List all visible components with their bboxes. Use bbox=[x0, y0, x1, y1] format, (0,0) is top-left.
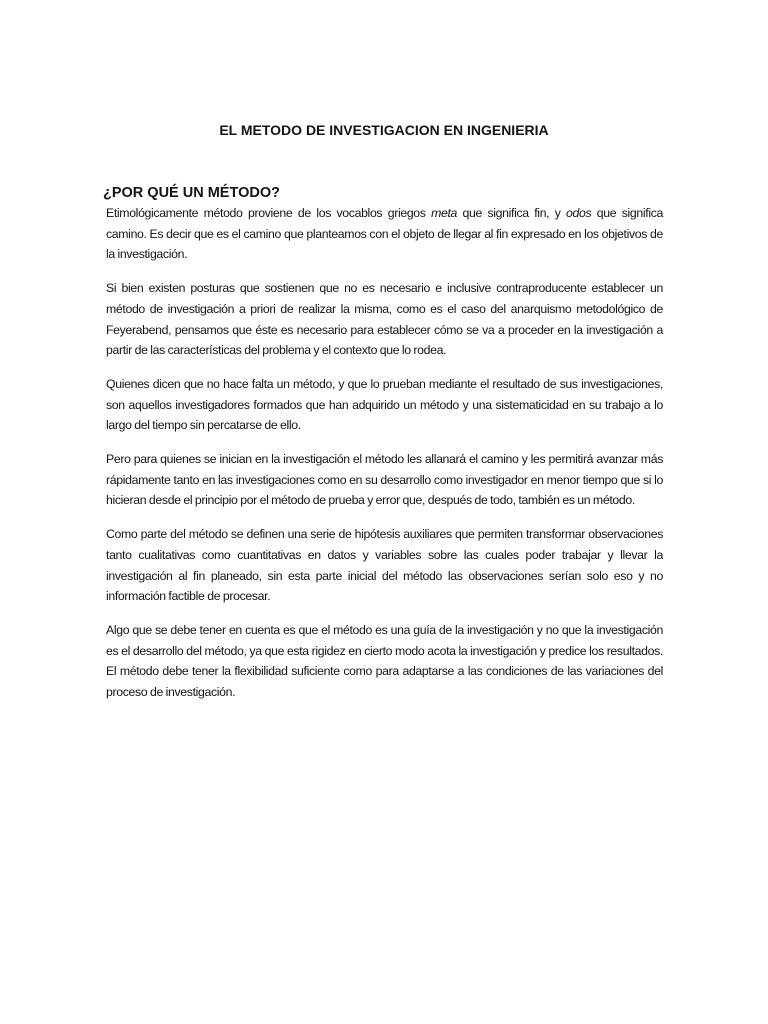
paragraph-researchers: Quienes dicen que no hace falta un método, y que lo prueban mediante el resultado de sus investigaciones, son aquellos investigadores formados que han adquirido un método y una sistematicidad en su trabajo a lo largo del tiempo sin percatarse de ello. bbox=[106, 376, 663, 433]
term-meta: meta bbox=[431, 206, 458, 220]
paragraph-text: que significa fin, y bbox=[457, 206, 567, 220]
section-heading: ¿POR QUÉ UN MÉTODO? bbox=[103, 185, 280, 201]
paragraph-text: que significa camino. Es decir que es el camino que planteamos con el objeto de llegar al fin expresado en los objetivos de la investigación. bbox=[106, 206, 663, 262]
document-body bbox=[106, 203, 663, 716]
paragraph-text: Etimológicamente método proviene de los vocablos griegos bbox=[106, 206, 432, 220]
paragraph-flexibility: Algo que se debe tener en cuenta es que el método es una guía de la investigación y no que la investigación es el desarrollo del método, ya que esta rigidez en cierto modo acota la investigación y predice los resultados. El método debe tener la flexibilidad suficiente como para adaptarse a las condiciones de las variaciones del proceso de investigación. bbox=[106, 622, 663, 700]
paragraph-beginners: Pero para quienes se inician en la investigación el método les allanará el camino y les permitirá avanzar más rápidamente tanto en las investigaciones como en su desarrollo como investigador en menor tiempo que si lo hicieran desde el principio por el método de prueba y error que, después de todo, también es un método. bbox=[106, 452, 663, 508]
paragraph-postures: Si bien existen posturas que sostienen que no es necesario e inclusive contraproducente establecer un método de investigación a priori de realizar la misma, como es el caso del anarquismo metodológico de Feyerabend, pensamos que éste es necesario para establecer cómo se va a proceder en la investigación a partir de las características del problema y el contexto que lo rodea. bbox=[106, 281, 663, 358]
term-odos: odos bbox=[566, 206, 592, 220]
document-title: EL METODO DE INVESTIGACION EN INGENIERIA bbox=[219, 122, 549, 138]
paragraph-etymology bbox=[106, 203, 663, 265]
paragraph-hypotheses: Como parte del método se definen una serie de hipótesis auxiliares que permiten transformar observaciones tanto cualitativas como cuantitativas en datos y variables sobre las cuales poder trabajar y llevar la investigación al fin planeado, sin esta parte inicial del método las observaciones serían solo eso y no información factible de procesar. bbox=[106, 527, 663, 604]
